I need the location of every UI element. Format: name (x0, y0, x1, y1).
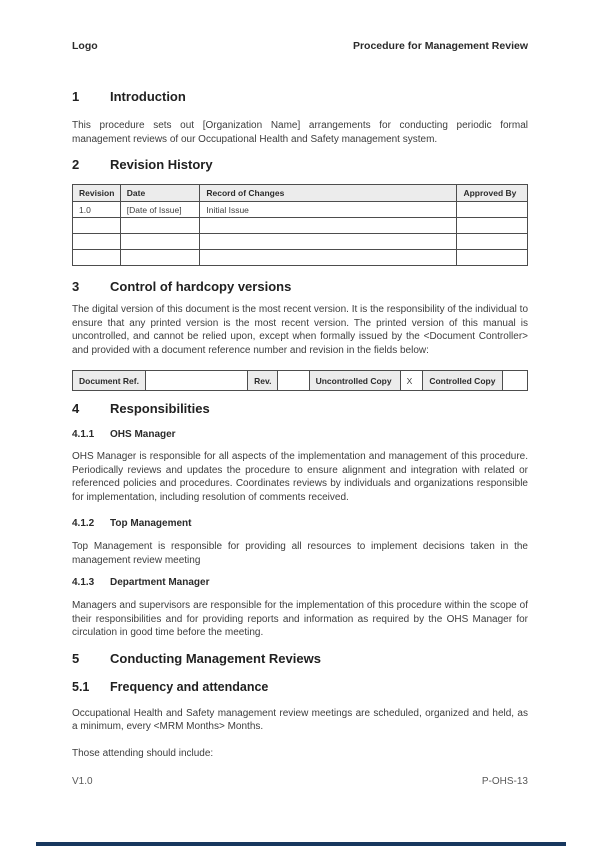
subsection-title: Department Manager (110, 577, 210, 588)
footer-version: V1.0 (72, 776, 93, 787)
section-title: Revision History (110, 157, 213, 172)
page-footer (72, 776, 528, 787)
subsection-title: OHS Manager (110, 429, 176, 440)
table-row (73, 250, 528, 266)
cell-approved (457, 218, 528, 234)
subsection-heading-department-manager (72, 577, 528, 589)
section-number: 1 (72, 89, 80, 104)
document-ref-value-cell (145, 371, 247, 391)
page-header (72, 40, 528, 52)
cell-date (120, 234, 200, 250)
subsection-number: 4.1.1 (72, 429, 95, 440)
section-number: 5 (72, 650, 80, 666)
section-number: 2 (72, 157, 80, 172)
cell-record (200, 218, 457, 234)
cell-date: [Date of Issue] (120, 202, 200, 218)
column-header-approved-by: Approved By (457, 185, 528, 202)
section-title: Introduction (110, 89, 186, 104)
page-break-bar (36, 842, 566, 846)
table-row (73, 202, 528, 218)
subsection-heading-frequency-attendance (72, 680, 528, 694)
table-header-row (73, 185, 528, 202)
cell-revision: 1.0 (73, 202, 121, 218)
subsection-number: 4.1.2 (72, 518, 95, 529)
section-number: 3 (72, 279, 80, 294)
table-row (73, 218, 528, 234)
department-manager-paragraph: Managers and supervisors are responsible for the implementation of this procedure within the scope of their responsibilities and for providing reports and information as required by the OHS Manager for circulation in good time before the meeting. (72, 600, 528, 638)
rev-value-cell (277, 371, 309, 391)
cell-revision (73, 218, 121, 234)
cell-date (120, 250, 200, 266)
cell-approved (457, 202, 528, 218)
footer-doc-code: P-OHS-13 (481, 776, 528, 787)
revision-history-table (72, 184, 528, 266)
document-reference-table (72, 370, 528, 391)
cell-revision (73, 234, 121, 250)
logo-text: Logo (72, 40, 98, 52)
frequency-paragraph: Occupational Health and Safety management review meetings are scheduled, organized and held, as a minimum, every <MRM Months> Months. (72, 707, 528, 732)
section-title: Conducting Management Reviews (110, 650, 321, 666)
section-heading-revision-history (72, 158, 528, 172)
ohs-manager-paragraph: OHS Manager is responsible for all aspects of the implementation and management of this procedure. Periodically reviews and updates the procedure to ensure alignment and integration with related or referenced policies and procedures. Coordinates reviews by individuals and organizations responsible for implementation, including resolution of comments received. (72, 451, 528, 503)
table-row (73, 371, 528, 391)
cell-revision (73, 250, 121, 266)
subsection-number: 4.1.3 (72, 577, 95, 588)
cell-record: Initial Issue (200, 202, 457, 218)
controlled-copy-label: Controlled Copy (423, 371, 503, 391)
subsection-title: Frequency and attendance (110, 679, 269, 694)
cell-record (200, 250, 457, 266)
column-header-revision: Revision (73, 185, 121, 202)
section-heading-responsibilities (72, 402, 528, 416)
cell-approved (457, 250, 528, 266)
column-header-record-of-changes: Record of Changes (200, 185, 457, 202)
introduction-paragraph: This procedure sets out [Organization Name] arrangements for conducting periodic formal management reviews of our Occupational Health and Safety management system. (72, 120, 528, 145)
controlled-copy-mark-cell (502, 371, 527, 391)
attendees-lead-in: Those attending should include: (72, 747, 214, 759)
uncontrolled-copy-label: Uncontrolled Copy (309, 371, 400, 391)
cell-record (200, 234, 457, 250)
hardcopy-paragraph: The digital version of this document is the most recent version. It is the responsibility of the individual to ensure that any printed version is the most recent version. The printed version of this manual is uncontrolled, and cannot be relied upon, except when formally issued by the <Document Controller> and provided with a document reference number and revision in the fields below: (72, 304, 528, 356)
section-heading-conducting-reviews (72, 652, 528, 666)
rev-label: Rev. (248, 371, 278, 391)
cell-date (120, 218, 200, 234)
table-row (73, 234, 528, 250)
top-management-paragraph: Top Management is responsible for providing all resources to implement decisions taken in the management review meeting (72, 541, 528, 566)
column-header-date: Date (120, 185, 200, 202)
section-heading-hardcopy-control (72, 280, 528, 294)
subsection-heading-top-management (72, 518, 528, 530)
section-number: 4 (72, 401, 80, 416)
subsection-number: 5.1 (72, 679, 90, 694)
cell-approved (457, 234, 528, 250)
section-title: Control of hardcopy versions (110, 279, 292, 294)
subsection-title: Top Management (110, 518, 192, 529)
document-ref-label: Document Ref. (73, 371, 146, 391)
uncontrolled-copy-mark-cell: X (400, 371, 423, 391)
section-heading-introduction (72, 90, 528, 104)
subsection-heading-ohs-manager (72, 429, 528, 441)
section-title: Responsibilities (110, 401, 210, 416)
document-title: Procedure for Management Review (352, 40, 528, 52)
